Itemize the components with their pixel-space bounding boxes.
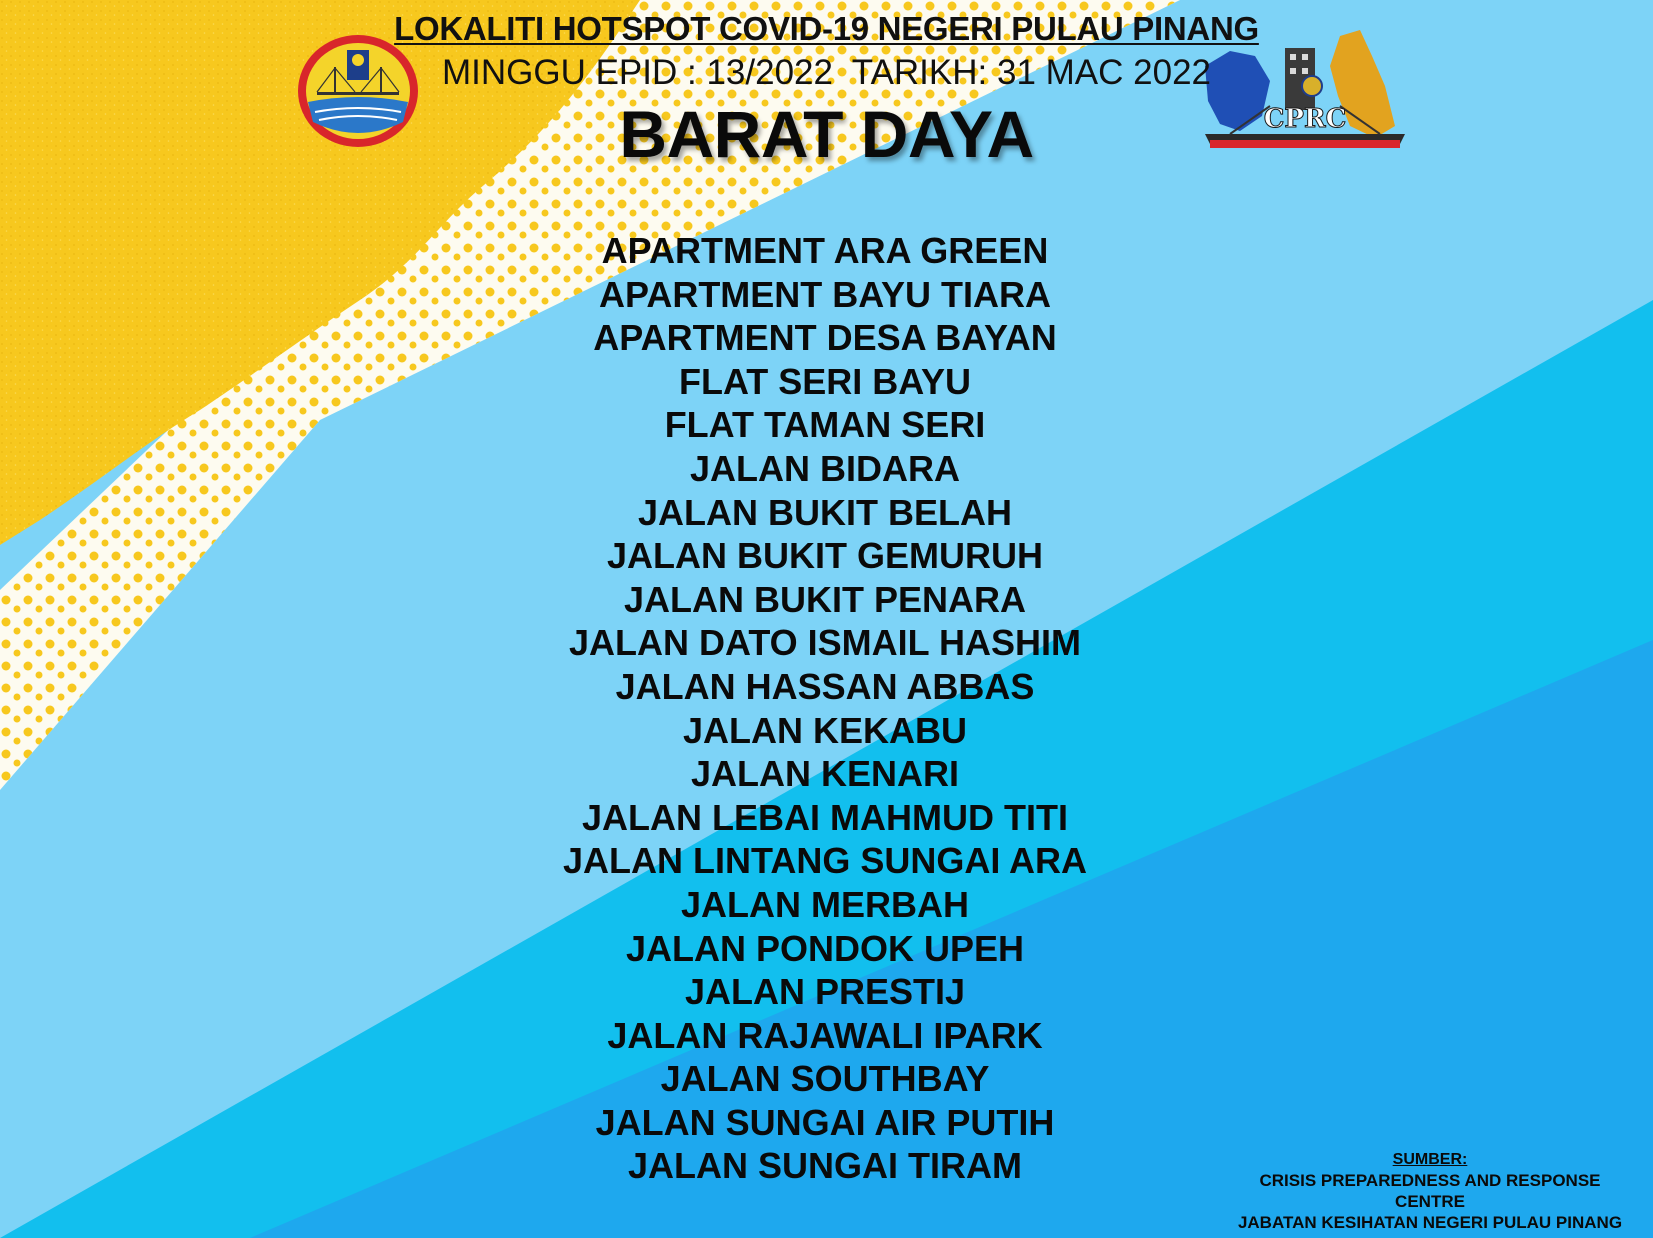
- locality-item: FLAT TAMAN SERI: [664, 404, 986, 446]
- locality-item: JALAN SOUTHBAY: [660, 1058, 990, 1100]
- locality-item: FLAT SERI BAYU: [678, 360, 972, 402]
- locality-item: APARTMENT BAYU TIARA: [598, 273, 1051, 315]
- locality-list: [425, 229, 1225, 1188]
- source-line: CRISIS PREPAREDNESS AND RESPONSE: [1259, 1171, 1601, 1190]
- locality-item: APARTMENT ARA GREEN: [601, 230, 1049, 271]
- locality-item: JALAN BUKIT PENARA: [623, 578, 1026, 620]
- locality-item: JALAN DATO ISMAIL HASHIM: [568, 622, 1081, 664]
- district-heading: BARAT DAYA: [619, 97, 1034, 171]
- source-credit: [1230, 1149, 1630, 1233]
- locality-item: JALAN SUNGAI TIRAM: [628, 1145, 1022, 1187]
- locality-item: JALAN BIDARA: [690, 447, 960, 489]
- locality-item: JALAN RAJAWALI IPARK: [607, 1014, 1043, 1056]
- locality-item: JALAN SUNGAI AIR PUTIH: [595, 1101, 1055, 1143]
- source-label: SUMBER:: [1392, 1151, 1468, 1168]
- source-line: JABATAN KESIHATAN NEGERI PULAU PINANG: [1237, 1213, 1623, 1232]
- locality-item: JALAN HASSAN ABBAS: [615, 665, 1035, 707]
- source-line: CENTRE: [1395, 1192, 1465, 1211]
- locality-item: JALAN KEKABU: [682, 709, 967, 751]
- locality-item: JALAN MERBAH: [681, 883, 969, 925]
- page-title: LOKALITI HOTSPOT COVID-19 NEGERI PULAU PINANG: [394, 10, 1259, 47]
- cprc-logo-text: CPRC: [1263, 104, 1347, 134]
- epid-week-date: MINGGU EPID : 13/2022 TARIKH: 31 MAC 2022: [441, 53, 1211, 92]
- locality-item: APARTMENT DESA BAYAN: [593, 317, 1057, 359]
- locality-item: JALAN PRESTIJ: [684, 971, 966, 1013]
- locality-item: JALAN PONDOK UPEH: [625, 927, 1025, 969]
- locality-item: JALAN BUKIT BELAH: [638, 491, 1012, 533]
- locality-item: JALAN LINTANG SUNGAI ARA: [563, 840, 1087, 882]
- locality-item: JALAN LEBAI MAHMUD TITI: [582, 796, 1068, 838]
- locality-item: JALAN KENARI: [690, 753, 959, 795]
- locality-item: JALAN BUKIT GEMURUH: [607, 535, 1043, 577]
